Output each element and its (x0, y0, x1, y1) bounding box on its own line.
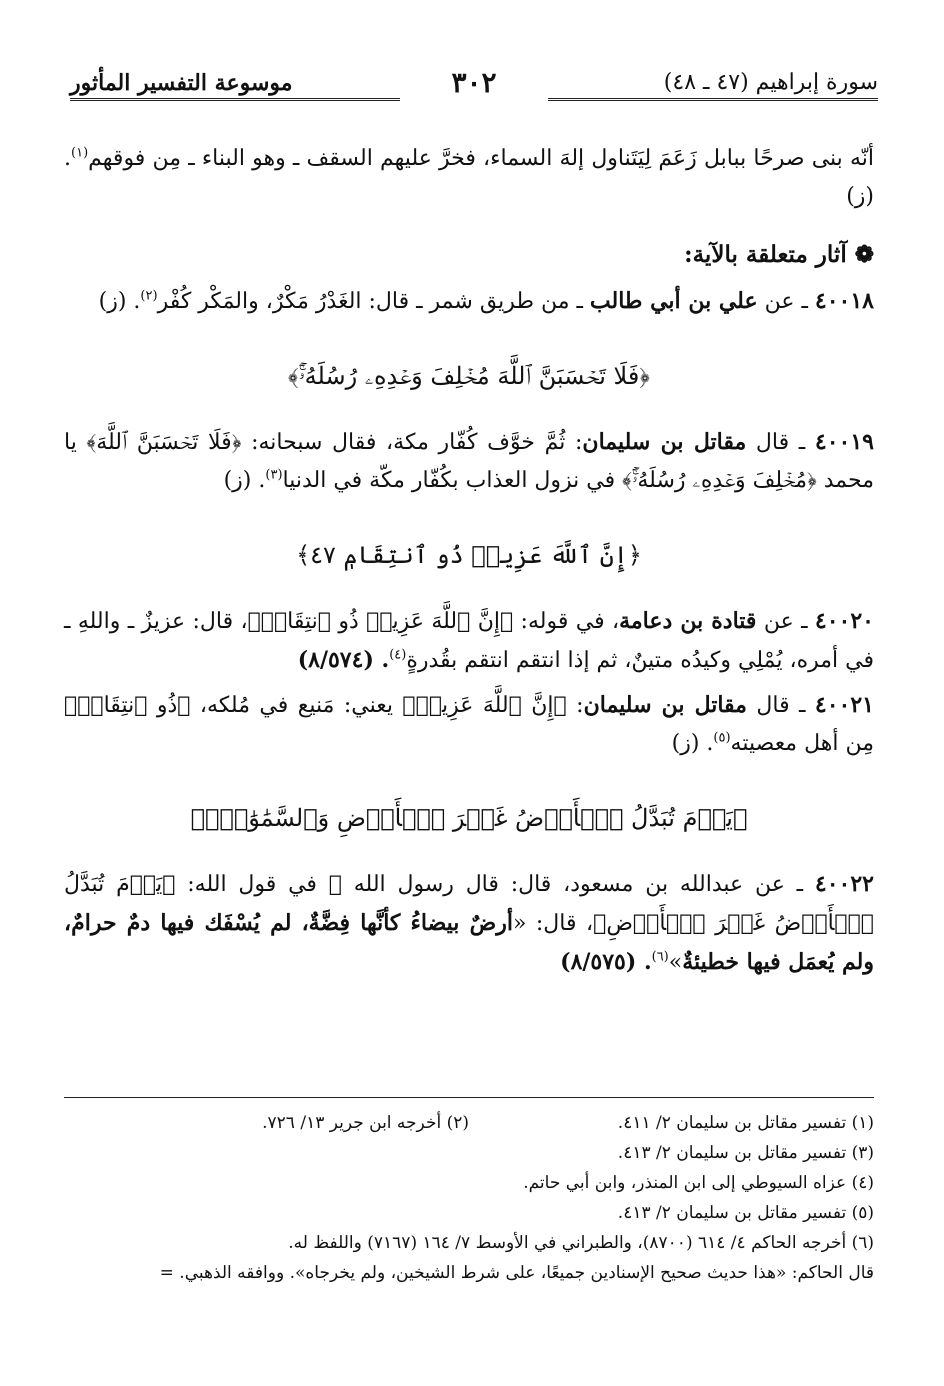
entry-40021: ٤٠٠٢١ ـ قال مقاتل بن سليمان: ﴿إِنَّ ٱللَّهَ عَزِيزٞ﴾ يعني: مَنيع في مُلكه، ﴿ذُو ٱنتِقَامٖ﴾ مِن أهل معصيته$^{(٥)}$. (ز) (64, 692, 874, 756)
narrator-name: قتادة بن دعامة (619, 608, 757, 634)
entry-number: ٤٠٠٢١ (814, 692, 874, 718)
hadith-text: أرضٌ بيضاءُ كأنَّها فِضَّةٌ، لم يُسْفَك فيها دمٌ حرامٌ، ولم يُعمَل فيها خطيئةٌ (64, 910, 874, 975)
entry-40022: ٤٠٠٢٢ ـ عن عبدالله بن مسعود، قال: قال رسول الله ﷺ في قول الله: ﴿يَوۡمَ تُبَدَّلُ ٱلۡأَرۡضُ غَيۡرَ ٱلۡأَرۡضِ﴾، قال: «أرضٌ بيضاءُ كأنَّها فِضَّةٌ، لم يُسْفَك فيها دمٌ حرامٌ، ولم يُعمَل فيها خطيئةٌ»$^{(٦)}$. (٨/٥٧٥) (64, 871, 874, 975)
footnote-ref[interactable]: (٣) (265, 467, 283, 483)
entry-number: ٤٠٠٢٠ (814, 608, 874, 634)
footnotes (64, 1108, 874, 1288)
entry-40018: ٤٠٠١٨ ـ عن علي بن أبي طالب ـ من طريق شمر ـ قال: الغَدْرُ مَكْرٌ، والمَكْر كُفْر$^{(٢)}$. (ز) (98, 288, 874, 314)
header-rule-left (70, 98, 400, 101)
book-title: موسوعة التفسير المأثور (70, 70, 293, 96)
entry-number: ٤٠٠٢٢ (814, 871, 874, 897)
narrator-name: مقاتل بن سليمان (582, 429, 747, 455)
footnote-1: (١) تفسير مقاتل بن سليمان ٢/ ٤١١. (617, 1113, 874, 1133)
page-header (70, 58, 878, 118)
narrator-name: مقاتل بن سليمان (583, 692, 747, 718)
paragraph-continued: أنّه بنى صرحًا ببابل زَعَمَ لِيَتَناول إلهَ السماء، فخرَّ عليهم السقف ـ وهو البناء ـ مِن فوقهم$^{(١)}$. (ز) (64, 145, 874, 209)
ayah-heading: ﴿يَوۡمَ تُبَدَّلُ ٱلۡأَرۡضُ غَيۡرَ ٱلۡأَرۡضِ وَٱلسَّمَٰوَٰتُۖ﴾ (190, 804, 748, 832)
footnote-ref[interactable]: (٦) (651, 949, 669, 965)
footnote-4: (٤) عزاه السيوطي إلى ابن المنذر، وابن أبي حاتم. (523, 1173, 874, 1193)
ayah-heading: ﴿إِنَّ ٱللَّهَ عَزِيزٞ ذُو ٱنتِقَامٖ ٤٧﴾ (296, 541, 642, 569)
entry-40020: ٤٠٠٢٠ ـ عن قتادة بن دعامة، في قوله: ﴿إِنَّ ٱللَّهَ عَزِيزٞ ذُو ٱنتِقَامٖ﴾، قال: عزيزٌ ـ واللهِ ـ في أمره، يُمْلِي وكيدُه متينٌ، ثم إذا انتقم انتقم بقُدرةٍ$^{(٤)}$. (٨/٥٧٤) (64, 608, 874, 673)
footnote-ref[interactable]: (٢) (140, 288, 158, 304)
footnote-ref[interactable]: (٥) (713, 730, 731, 746)
footnote-ref[interactable]: (٤) (389, 647, 407, 663)
entry-number: ٤٠٠١٩ (814, 429, 874, 455)
main-text (64, 140, 874, 988)
footnote-5: (٥) تفسير مقاتل بن سليمان ٢/ ٤١٣. (617, 1203, 874, 1223)
footnote-ref[interactable]: (١) (71, 145, 89, 161)
footnote-2: (٢) أخرجه ابن جرير ١٣/ ٧٢٦. (262, 1113, 469, 1133)
header-rule-right (548, 98, 878, 101)
narrator-name: علي بن أبي طالب (589, 288, 758, 314)
footnote-row (64, 1108, 874, 1138)
page-number: ٣٠٢ (441, 66, 506, 99)
ayah-heading: ﴿فَلَا تَحۡسَبَنَّ ٱللَّهَ مُخۡلِفَ وَعۡدِهِۦ رُسُلَهُۥٓۚ﴾ (288, 362, 650, 390)
footnote-6-continued: قال الحاكم: «هذا حديث صحيح الإسنادين جميعًا، على شرط الشيخين، ولم يخرجاه». ووافقه الذهبي. = (159, 1263, 874, 1283)
section-heading: ❁ آثار متعلقة بالآية: (684, 241, 874, 268)
footnote-3: (٣) تفسير مقاتل بن سليمان ٢/ ٤١٣. (617, 1143, 874, 1163)
footnote-separator (64, 1097, 874, 1098)
entry-number: ٤٠٠١٨ (814, 288, 874, 314)
surah-title: سورة إبراهيم (٤٧ ـ ٤٨) (663, 70, 878, 95)
entry-40019: ٤٠٠١٩ ـ قال مقاتل بن سليمان: ثُمَّ خوَّف كُفّار مكة، فقال سبحانه: ﴿فَلَا تَحۡسَبَنَّ ٱللَّهَ﴾ يا محمد ﴿مُخۡلِفَ وَعۡدِهِۦ رُسُلَهُۥٓۚ﴾ في نزول العذاب بكُفّار مكّة في الدنيا$^{(٣)}$. (ز) (64, 429, 874, 493)
footnote-6: (٦) أخرجه الحاكم ٤/ ٦١٤ (٨٧٠٠)، والطبراني في الأوسط ٧/ ١٦٤ (٧١٦٧) واللفظ له. (288, 1233, 874, 1253)
